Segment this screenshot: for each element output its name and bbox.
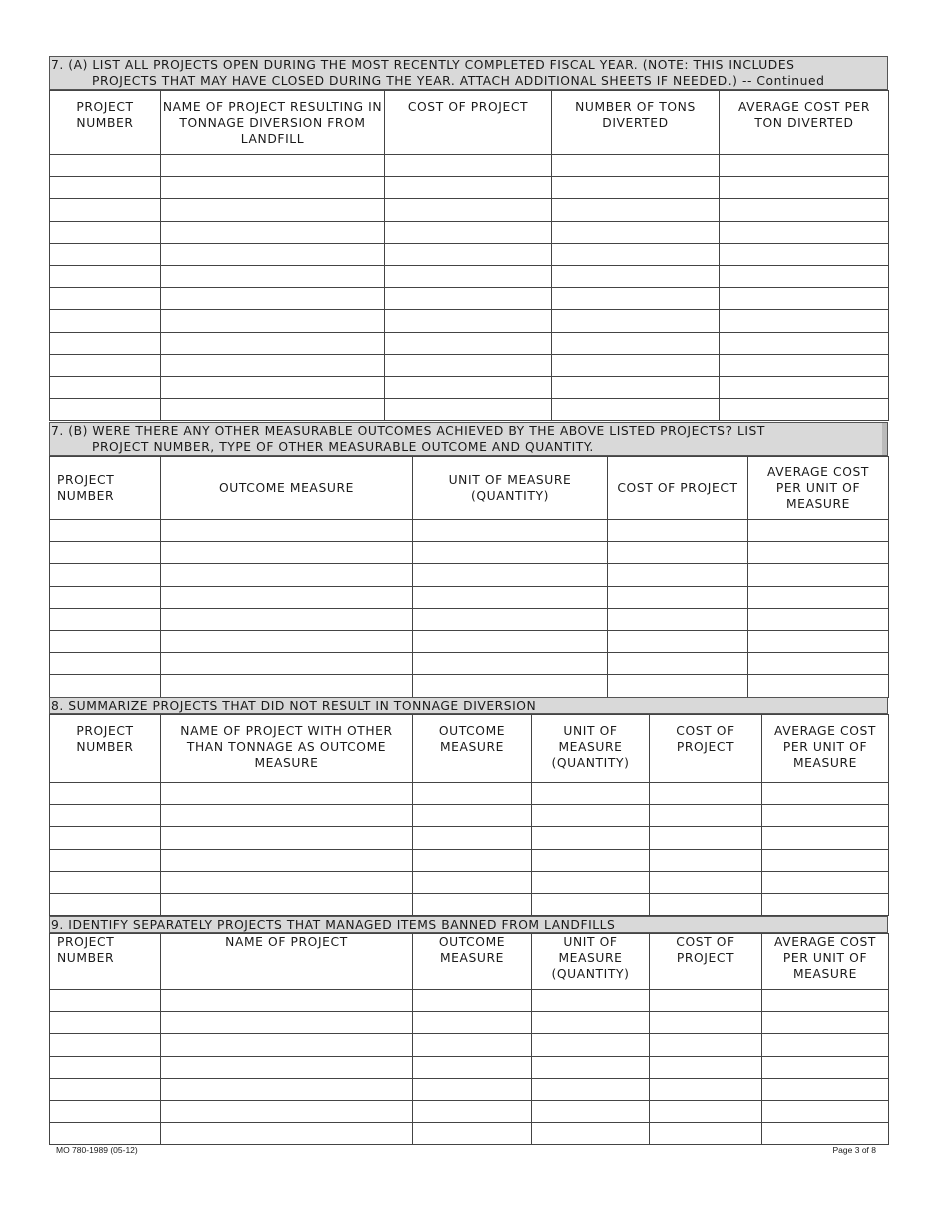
input-cell[interactable]: [50, 1034, 161, 1056]
input-cell[interactable]: [161, 630, 413, 652]
input-cell[interactable]: [650, 783, 762, 805]
input-cell[interactable]: [385, 332, 552, 354]
input-cell[interactable]: [50, 586, 161, 608]
input-cell[interactable]: [161, 177, 385, 199]
input-cell[interactable]: [50, 332, 161, 354]
input-cell[interactable]: [720, 177, 889, 199]
input-cell[interactable]: [532, 827, 650, 849]
input-cell[interactable]: [50, 827, 161, 849]
input-cell[interactable]: [762, 783, 889, 805]
input-cell[interactable]: [161, 155, 385, 177]
input-cell[interactable]: [50, 1012, 161, 1034]
section-7b-title-line1: 7. (B) WERE THERE ANY OTHER MEASURABLE OUTCOMES ACHIEVED BY THE ABOVE LISTED PROJECTS? LIST: [51, 424, 765, 438]
input-cell[interactable]: [50, 893, 161, 915]
table-row: [50, 265, 889, 287]
input-cell[interactable]: [50, 199, 161, 221]
input-cell[interactable]: [748, 653, 889, 675]
table-row: [50, 376, 889, 398]
input-cell[interactable]: [161, 805, 413, 827]
section-7b-table: [49, 456, 889, 698]
input-cell[interactable]: [413, 1012, 532, 1034]
input-cell[interactable]: [161, 1056, 413, 1078]
input-cell[interactable]: [552, 310, 720, 332]
input-cell[interactable]: [532, 893, 650, 915]
table-row: [50, 849, 889, 871]
input-cell[interactable]: [161, 1100, 413, 1122]
input-cell[interactable]: [161, 288, 385, 310]
input-cell[interactable]: [650, 827, 762, 849]
input-cell[interactable]: [161, 243, 385, 265]
table-row: [50, 155, 889, 177]
table-row: [50, 199, 889, 221]
table-row: [50, 564, 889, 586]
input-cell[interactable]: [161, 827, 413, 849]
input-cell[interactable]: [161, 221, 385, 243]
col-project-name: NAME OF PROJECT WITH OTHER THAN TONNAGE AS OUTCOME MEASURE: [161, 715, 413, 783]
input-cell[interactable]: [762, 1100, 889, 1122]
input-cell[interactable]: [161, 1078, 413, 1100]
input-cell[interactable]: [552, 155, 720, 177]
input-cell[interactable]: [552, 399, 720, 421]
input-cell[interactable]: [650, 990, 762, 1012]
col-avg-cost: AVERAGE COST PER UNIT OF MEASURE: [748, 457, 889, 520]
input-cell[interactable]: [161, 783, 413, 805]
input-cell[interactable]: [413, 520, 608, 542]
input-cell[interactable]: [552, 376, 720, 398]
table-row: [50, 675, 889, 697]
input-cell[interactable]: [748, 675, 889, 697]
input-cell[interactable]: [50, 542, 161, 564]
table-row: [50, 1078, 889, 1100]
input-cell[interactable]: [762, 1056, 889, 1078]
col-avg-cost: AVERAGE COST PER UNIT OF MEASURE: [762, 715, 889, 783]
input-cell[interactable]: [385, 288, 552, 310]
input-cell[interactable]: [50, 675, 161, 697]
input-cell[interactable]: [161, 1123, 413, 1145]
input-cell[interactable]: [50, 871, 161, 893]
input-cell[interactable]: [161, 332, 385, 354]
input-cell[interactable]: [650, 1123, 762, 1145]
input-cell[interactable]: [650, 1100, 762, 1122]
input-cell[interactable]: [50, 288, 161, 310]
table-row: [50, 177, 889, 199]
col-outcome-measure: OUTCOME MEASURE: [413, 715, 532, 783]
input-cell[interactable]: [413, 608, 608, 630]
input-cell[interactable]: [50, 653, 161, 675]
input-cell[interactable]: [608, 542, 748, 564]
input-cell[interactable]: [552, 199, 720, 221]
input-cell[interactable]: [50, 243, 161, 265]
section-8-title-text: 8. SUMMARIZE PROJECTS THAT DID NOT RESULT IN TONNAGE DIVERSION: [51, 699, 537, 713]
input-cell[interactable]: [608, 630, 748, 652]
input-cell[interactable]: [650, 1034, 762, 1056]
section-9-title-text: 9. IDENTIFY SEPARATELY PROJECTS THAT MANAGED ITEMS BANNED FROM LANDFILLS: [51, 918, 616, 932]
input-cell[interactable]: [748, 520, 889, 542]
input-cell[interactable]: [748, 630, 889, 652]
input-cell[interactable]: [50, 399, 161, 421]
input-cell[interactable]: [532, 849, 650, 871]
input-cell[interactable]: [161, 520, 413, 542]
input-cell[interactable]: [161, 564, 413, 586]
input-cell[interactable]: [161, 1034, 413, 1056]
input-cell[interactable]: [50, 376, 161, 398]
input-cell[interactable]: [385, 243, 552, 265]
input-cell[interactable]: [50, 1100, 161, 1122]
input-cell[interactable]: [720, 243, 889, 265]
table-row: [50, 288, 889, 310]
input-cell[interactable]: [650, 871, 762, 893]
input-cell[interactable]: [385, 376, 552, 398]
table-row: [50, 542, 889, 564]
input-cell[interactable]: [50, 990, 161, 1012]
input-cell[interactable]: [748, 608, 889, 630]
input-cell[interactable]: [413, 1123, 532, 1145]
input-cell[interactable]: [161, 376, 385, 398]
input-cell[interactable]: [720, 155, 889, 177]
table-row: [50, 783, 889, 805]
table-row: [50, 1123, 889, 1145]
table-row: [50, 1056, 889, 1078]
input-cell[interactable]: [720, 221, 889, 243]
table-row: [50, 243, 889, 265]
input-cell[interactable]: [552, 243, 720, 265]
input-cell[interactable]: [608, 564, 748, 586]
input-cell[interactable]: [413, 586, 608, 608]
input-cell[interactable]: [720, 265, 889, 287]
input-cell[interactable]: [720, 376, 889, 398]
input-cell[interactable]: [552, 354, 720, 376]
input-cell[interactable]: [385, 199, 552, 221]
input-cell[interactable]: [413, 990, 532, 1012]
table-header: [50, 91, 889, 155]
input-cell[interactable]: [161, 893, 413, 915]
input-cell[interactable]: [385, 265, 552, 287]
col-cost: COST OF PROJECT: [608, 457, 748, 520]
input-cell[interactable]: [762, 827, 889, 849]
col-cost: COST OF PROJECT: [385, 91, 552, 155]
table-row: [50, 399, 889, 421]
section-9-table: [49, 933, 889, 1145]
input-cell[interactable]: [50, 310, 161, 332]
input-cell[interactable]: [50, 520, 161, 542]
input-cell[interactable]: [762, 1012, 889, 1034]
col-project-number: PROJECT NUMBER: [50, 457, 161, 520]
input-cell[interactable]: [385, 177, 552, 199]
input-cell[interactable]: [413, 542, 608, 564]
input-cell[interactable]: [413, 849, 532, 871]
table-row: [50, 630, 889, 652]
input-cell[interactable]: [161, 675, 413, 697]
table-row: [50, 221, 889, 243]
input-cell[interactable]: [552, 221, 720, 243]
input-cell[interactable]: [161, 990, 413, 1012]
input-cell[interactable]: [650, 805, 762, 827]
input-cell[interactable]: [762, 990, 889, 1012]
input-cell[interactable]: [385, 399, 552, 421]
input-cell[interactable]: [650, 893, 762, 915]
input-cell[interactable]: [720, 332, 889, 354]
col-tons: NUMBER OF TONS DIVERTED: [552, 91, 720, 155]
input-cell[interactable]: [532, 990, 650, 1012]
input-cell[interactable]: [413, 871, 532, 893]
table-row: [50, 653, 889, 675]
input-cell[interactable]: [650, 1012, 762, 1034]
input-cell[interactable]: [650, 849, 762, 871]
input-cell[interactable]: [161, 586, 413, 608]
form-id: MO 780-1989 (05-12): [56, 1145, 138, 1155]
input-cell[interactable]: [413, 675, 608, 697]
table-row: [50, 805, 889, 827]
input-cell[interactable]: [762, 805, 889, 827]
input-cell[interactable]: [748, 542, 889, 564]
col-avg-cost: AVERAGE COST PER UNIT OF MEASURE: [762, 934, 889, 990]
col-cost: COST OF PROJECT: [650, 715, 762, 783]
input-cell[interactable]: [50, 608, 161, 630]
page-number: Page 3 of 8: [832, 1145, 876, 1155]
table-row: [50, 608, 889, 630]
input-cell[interactable]: [413, 783, 532, 805]
input-cell[interactable]: [161, 399, 385, 421]
input-cell[interactable]: [50, 265, 161, 287]
table-row: [50, 990, 889, 1012]
section-7a-table: [49, 90, 889, 421]
col-cost: COST OF PROJECT: [650, 934, 762, 990]
col-unit-measure: UNIT OF MEASURE (QUANTITY): [532, 934, 650, 990]
input-cell[interactable]: [385, 354, 552, 376]
col-project-name: NAME OF PROJECT RESULTING IN TONNAGE DIVERSION FROM LANDFILL: [161, 91, 385, 155]
input-cell[interactable]: [413, 1034, 532, 1056]
input-cell[interactable]: [161, 199, 385, 221]
input-cell[interactable]: [532, 1056, 650, 1078]
table-row: [50, 310, 889, 332]
table-row: [50, 1034, 889, 1056]
input-cell[interactable]: [413, 653, 608, 675]
input-cell[interactable]: [50, 177, 161, 199]
input-cell[interactable]: [532, 1034, 650, 1056]
input-cell[interactable]: [413, 805, 532, 827]
input-cell[interactable]: [608, 675, 748, 697]
input-cell[interactable]: [608, 586, 748, 608]
input-cell[interactable]: [552, 288, 720, 310]
col-project-number: PROJECT NUMBER: [50, 91, 161, 155]
input-cell[interactable]: [720, 399, 889, 421]
input-cell[interactable]: [385, 310, 552, 332]
section-9-title: [49, 916, 888, 933]
input-cell[interactable]: [413, 893, 532, 915]
input-cell[interactable]: [385, 221, 552, 243]
table-row: [50, 1100, 889, 1122]
input-cell[interactable]: [413, 630, 608, 652]
input-cell[interactable]: [748, 564, 889, 586]
input-cell[interactable]: [50, 630, 161, 652]
input-cell[interactable]: [532, 871, 650, 893]
input-cell[interactable]: [50, 783, 161, 805]
input-cell[interactable]: [50, 1123, 161, 1145]
input-cell[interactable]: [720, 354, 889, 376]
input-cell[interactable]: [50, 155, 161, 177]
input-cell[interactable]: [720, 199, 889, 221]
col-unit-measure: UNIT OF MEASURE (QUANTITY): [413, 457, 608, 520]
section-7a-title-line1: 7. (A) LIST ALL PROJECTS OPEN DURING THE MOST RECENTLY COMPLETED FISCAL YEAR. (NOTE: THIS INCLUDES: [51, 58, 795, 72]
input-cell[interactable]: [762, 849, 889, 871]
input-cell[interactable]: [161, 1012, 413, 1034]
input-cell[interactable]: [161, 310, 385, 332]
table-header: [50, 934, 889, 990]
input-cell[interactable]: [50, 849, 161, 871]
input-cell[interactable]: [413, 827, 532, 849]
col-project-name: NAME OF PROJECT: [161, 934, 413, 990]
input-cell[interactable]: [50, 354, 161, 376]
input-cell[interactable]: [161, 265, 385, 287]
table-header: [50, 457, 889, 520]
table-row: [50, 354, 889, 376]
table-row: [50, 827, 889, 849]
input-cell[interactable]: [532, 783, 650, 805]
input-cell[interactable]: [650, 1078, 762, 1100]
table-row: [50, 332, 889, 354]
col-avg-cost: AVERAGE COST PER TON DIVERTED: [720, 91, 889, 155]
input-cell[interactable]: [748, 586, 889, 608]
col-unit-measure: UNIT OF MEASURE (QUANTITY): [532, 715, 650, 783]
input-cell[interactable]: [762, 871, 889, 893]
table-row: [50, 871, 889, 893]
col-project-number: PROJECT NUMBER: [50, 934, 161, 990]
table-header: [50, 715, 889, 783]
input-cell[interactable]: [50, 1078, 161, 1100]
input-cell[interactable]: [532, 1123, 650, 1145]
input-cell[interactable]: [552, 265, 720, 287]
col-outcome-measure: OUTCOME MEASURE: [161, 457, 413, 520]
section-7a-title: [49, 56, 888, 90]
input-cell[interactable]: [762, 1034, 889, 1056]
section-8-title: [49, 697, 888, 714]
input-cell[interactable]: [532, 805, 650, 827]
input-cell[interactable]: [50, 564, 161, 586]
table-row: [50, 893, 889, 915]
input-cell[interactable]: [762, 893, 889, 915]
input-cell[interactable]: [413, 564, 608, 586]
section-7b-title: [49, 422, 888, 456]
table-row: [50, 1012, 889, 1034]
input-cell[interactable]: [50, 1056, 161, 1078]
section-7b-title-line2: PROJECT NUMBER, TYPE OF OTHER MEASURABLE OUTCOME AND QUANTITY.: [92, 440, 594, 454]
input-cell[interactable]: [161, 653, 413, 675]
input-cell[interactable]: [532, 1100, 650, 1122]
input-cell[interactable]: [552, 177, 720, 199]
input-cell[interactable]: [413, 1078, 532, 1100]
input-cell[interactable]: [608, 608, 748, 630]
input-cell[interactable]: [762, 1123, 889, 1145]
input-cell[interactable]: [413, 1056, 532, 1078]
table-row: [50, 586, 889, 608]
table-row: [50, 520, 889, 542]
input-cell[interactable]: [50, 221, 161, 243]
col-project-number: PROJECT NUMBER: [50, 715, 161, 783]
input-cell[interactable]: [762, 1078, 889, 1100]
section-8-table: [49, 714, 889, 916]
input-cell[interactable]: [385, 155, 552, 177]
input-cell[interactable]: [720, 310, 889, 332]
input-cell[interactable]: [161, 354, 385, 376]
col-outcome-measure: OUTCOME MEASURE: [413, 934, 532, 990]
input-cell[interactable]: [50, 805, 161, 827]
input-cell[interactable]: [532, 1012, 650, 1034]
input-cell[interactable]: [650, 1056, 762, 1078]
input-cell[interactable]: [552, 332, 720, 354]
input-cell[interactable]: [532, 1078, 650, 1100]
input-cell[interactable]: [720, 288, 889, 310]
input-cell[interactable]: [161, 542, 413, 564]
input-cell[interactable]: [413, 1100, 532, 1122]
input-cell[interactable]: [161, 849, 413, 871]
section-7a-title-line2: PROJECTS THAT MAY HAVE CLOSED DURING THE YEAR. ATTACH ADDITIONAL SHEETS IF NEEDED.) -- Continued: [92, 74, 825, 88]
input-cell[interactable]: [608, 653, 748, 675]
input-cell[interactable]: [161, 608, 413, 630]
input-cell[interactable]: [161, 871, 413, 893]
input-cell[interactable]: [608, 520, 748, 542]
